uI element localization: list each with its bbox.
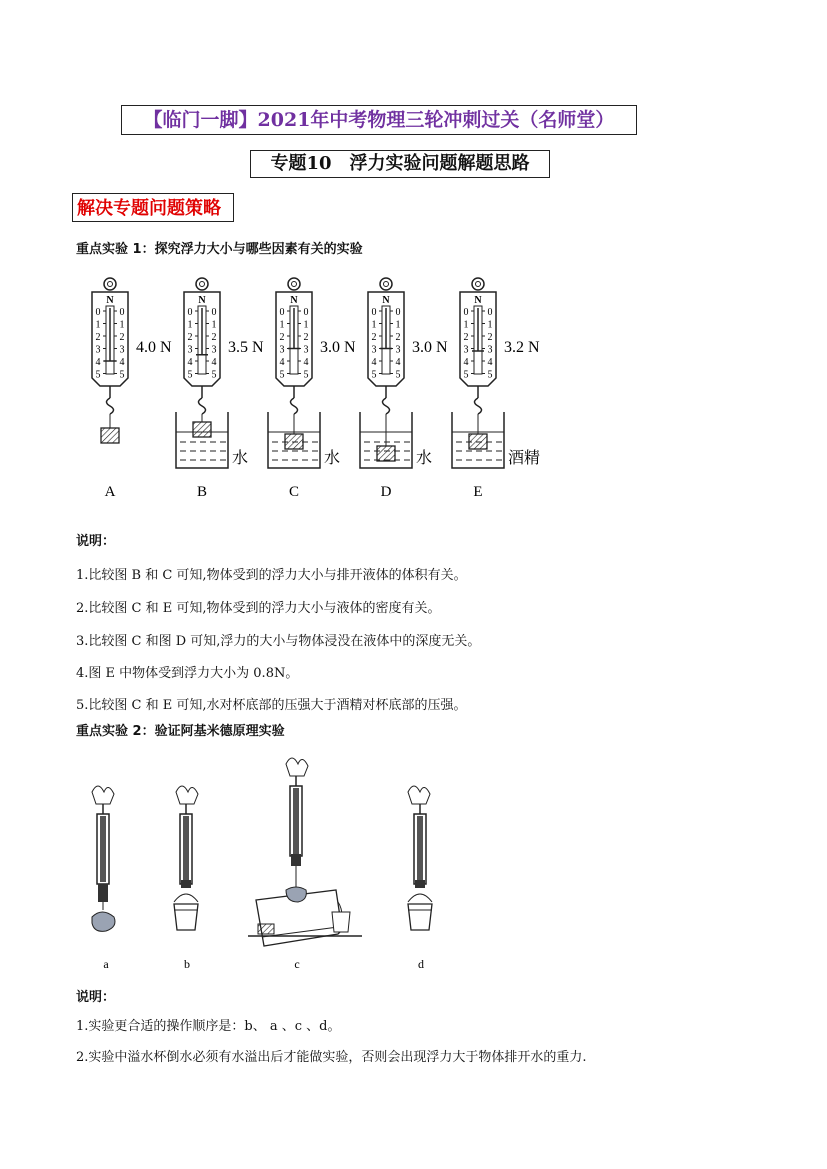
spring-scale-panel-c	[268, 278, 356, 500]
scale-tick-label: 0	[371, 307, 377, 318]
immersed-block	[377, 446, 395, 461]
scale-tick-label: 5	[371, 369, 377, 381]
scale-tick-label: 1	[395, 319, 401, 331]
panel-label-a: A	[104, 484, 116, 500]
panel-d-label: d	[418, 957, 424, 971]
strategy-heading: 解决专题问题策略	[72, 193, 234, 222]
spring-scale-panel-a	[92, 278, 172, 500]
experiment2-heading: 重点实验 2：验证阿基米德原理实验	[76, 724, 285, 739]
scale-tick-label: 4	[211, 357, 217, 368]
scale-tick-label: 5	[95, 369, 101, 381]
scale-tick-label: 2	[211, 332, 217, 343]
scale-tick-label: 0	[187, 307, 193, 318]
scale-reading-b: 3.5 N	[228, 339, 264, 356]
scale-tick-label: 1	[487, 319, 493, 331]
scale-tick-label: 2	[463, 332, 469, 343]
scale-tick-label: 1	[279, 319, 285, 331]
scale-unit: N	[382, 295, 390, 306]
scale-tick-label: 5	[211, 369, 217, 381]
scale-tick-label: 4	[395, 357, 401, 368]
scale-tick-label: 3	[119, 344, 125, 356]
scale-tick-label: 0	[119, 307, 125, 318]
scale-tick-label: 0	[95, 307, 101, 318]
scale-tick-label: 3	[395, 344, 401, 356]
scale-unit: N	[474, 295, 482, 306]
scale-tick-label: 0	[211, 307, 217, 318]
experiment2-figure	[70, 752, 470, 982]
scale-tick-label: 3	[187, 344, 193, 356]
scale-tick-label: 4	[95, 357, 101, 368]
panel-a-apparatus	[92, 786, 115, 931]
document-title: 【临门一脚】2021年中考物理三轮冲刺过关（名师堂）	[121, 105, 637, 135]
scale-tick-label: 3	[211, 344, 217, 356]
scale-tick-label: 3	[303, 344, 309, 356]
liquid-label-c: 水	[324, 450, 341, 467]
experiment2-note-1: 1.实验更合适的操作顺序是：b、 a 、c 、d。	[76, 1019, 341, 1034]
scale-tick-label: 1	[119, 319, 125, 331]
scale-tick-label: 5	[487, 369, 493, 381]
experiment1-notes-title: 说明：	[76, 534, 116, 549]
scale-tick-label: 0	[395, 307, 401, 318]
experiment2-note-2: 2.实验中溢水杯倒水必须有水溢出后才能做实验，否则会出现浮力大于物体排开水的重力.	[76, 1050, 587, 1065]
experiment1-figure	[70, 270, 590, 505]
scale-tick-label: 0	[279, 307, 285, 318]
panel-label-d: D	[380, 484, 392, 500]
scale-tick-label: 4	[371, 357, 377, 368]
scale-reading-c: 3.0 N	[320, 339, 356, 356]
scale-tick-label: 4	[119, 357, 125, 368]
scale-unit: N	[198, 295, 206, 306]
scale-tick-label: 1	[187, 319, 193, 331]
liquid-label-e: 酒精	[508, 450, 541, 467]
scale-reading-d: 3.0 N	[412, 339, 448, 356]
scale-tick-label: 3	[371, 344, 377, 356]
scale-tick-label: 3	[279, 344, 285, 356]
panel-label-b: B	[196, 484, 208, 500]
experiment1-note-1: 1.比较图 B 和 C 可知,物体受到的浮力大小与排开液体的体积有关。	[76, 568, 467, 583]
topic-title: 专题10 浮力实验问题解题思路	[250, 150, 550, 178]
scale-tick-label: 1	[371, 319, 377, 331]
liquid-label-d: 水	[416, 450, 433, 467]
scale-tick-label: 2	[119, 332, 125, 343]
immersed-block	[285, 434, 303, 449]
liquid-label-b: 水	[232, 450, 249, 467]
scale-tick-label: 2	[371, 332, 377, 343]
scale-tick-label: 2	[303, 332, 309, 343]
scale-tick-label: 3	[487, 344, 493, 356]
panel-label-e: E	[473, 484, 483, 500]
scale-tick-label: 1	[95, 319, 101, 331]
scale-tick-label: 4	[187, 357, 193, 368]
experiment1-heading: 重点实验 1：探究浮力大小与哪些因素有关的实验	[76, 242, 363, 257]
experiment2-notes-title: 说明：	[76, 990, 116, 1005]
scale-tick-label: 5	[187, 369, 193, 381]
scale-tick-label: 3	[95, 344, 101, 356]
panel-a-label: a	[103, 957, 109, 971]
scale-tick-label: 4	[487, 357, 493, 368]
scale-tick-label: 5	[303, 369, 309, 381]
spring-scale-panel-d	[360, 278, 448, 500]
scale-tick-label: 0	[303, 307, 309, 318]
scale-tick-label: 1	[463, 319, 469, 331]
panel-b-label: b	[184, 957, 190, 971]
experiment1-note-5: 5.比较图 C 和 E 可知,水对杯底部的压强大于酒精对杯底部的压强。	[76, 698, 467, 713]
scale-tick-label: 4	[279, 357, 285, 368]
scale-unit: N	[106, 295, 114, 306]
scale-tick-label: 0	[487, 307, 493, 318]
scale-tick-label: 4	[303, 357, 309, 368]
spring-scale-panel-b	[176, 278, 264, 500]
scale-tick-label: 1	[211, 319, 217, 331]
panel-c-apparatus	[248, 758, 362, 946]
scale-tick-label: 2	[395, 332, 401, 343]
scale-tick-label: 5	[119, 369, 125, 381]
panel-label-c: C	[288, 484, 300, 500]
scale-tick-label: 2	[487, 332, 493, 343]
scale-tick-label: 0	[463, 307, 469, 318]
panel-d-apparatus	[408, 786, 432, 930]
scale-tick-label: 2	[279, 332, 285, 343]
scale-tick-label: 1	[303, 319, 309, 331]
scale-tick-label: 5	[463, 369, 469, 381]
scale-tick-label: 4	[463, 357, 469, 368]
immersed-block	[101, 428, 119, 443]
spring-scale-panel-e	[452, 278, 540, 500]
scale-reading-a: 4.0 N	[136, 339, 172, 356]
scale-reading-e: 3.2 N	[504, 339, 540, 356]
experiment1-note-3: 3.比较图 C 和图 D 可知,浮力的大小与物体浸没在液体中的深度无关。	[76, 634, 481, 649]
scale-tick-label: 5	[279, 369, 285, 381]
experiment1-note-4: 4.图 E 中物体受到浮力大小为 0.8N。	[76, 666, 299, 681]
scale-tick-label: 3	[463, 344, 469, 356]
scale-tick-label: 5	[395, 369, 401, 381]
immersed-block	[193, 422, 211, 437]
experiment1-note-2: 2.比较图 C 和 E 可知,物体受到的浮力大小与液体的密度有关。	[76, 601, 441, 616]
scale-tick-label: 2	[187, 332, 193, 343]
scale-tick-label: 2	[95, 332, 101, 343]
panel-b-apparatus	[174, 786, 198, 930]
immersed-block	[469, 434, 487, 449]
scale-unit: N	[290, 295, 298, 306]
panel-c-label: c	[294, 957, 300, 971]
